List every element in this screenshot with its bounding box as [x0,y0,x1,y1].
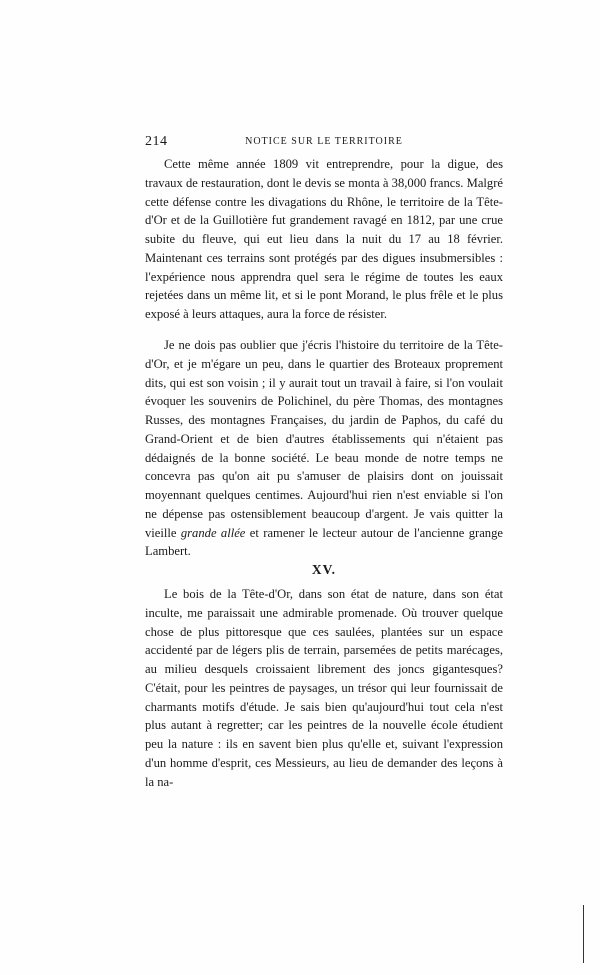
body-text-lower [145,585,503,791]
page-number: 214 [145,134,168,149]
body-text-middle [145,336,503,561]
body-text-upper [145,155,503,324]
paragraph-broteaux-end: et ramener le lecteur autour de l'ancienne grange Lambert. [145,525,503,559]
section-heading: XV. [311,562,337,577]
italic-grande-allee: grande allée [180,525,246,540]
running-head [145,134,503,150]
running-title: NOTICE SUR LE TERRITOIRE [245,136,403,147]
scan-edge-line [583,905,584,963]
paragraph-broteaux [145,336,503,561]
paragraph-digue: Cette même année 1809 vit entreprendre, pour la digue, des travaux de restauration, dont le devis se monta à 38,000 francs. Malgré cette défense contre les divagations du Rhône, le territoire de la Tête-d'Or et de la Guillotière fut grandement ravagé en 1812, par une crue subite du fleuve, qui eut lieu dans la nuit du 17 au 18 février. Maintenant ces terrains sont protégés par des digues insubmersibles : l'expérience nous apprendra quel sera le régime de toutes les eaux rejetées dans un même lit, et si le pont Morand, le plus frêle et le plus exposé à leurs attaques, aura la force de résister. [145,157,503,321]
paragraph-broteaux-text: Je ne dois pas oublier que j'écris l'histoire du territoire de la Tête-d'Or, et je m'égare un peu, dans le quartier des Broteaux proprement dits, qui est son voisin ; il y aurait tout un travail à faire, si l'on voulait évoquer les souvenirs de Polichinel, du père Thomas, des montagnes Russes, des montagnes Françaises, du jardin de Paphos, du café du Grand-Orient et de bien d'autres établissements qui n'étaient pas dédaignés de la bonne société. Le beau monde de notre temps ne concevra pas qu'on ait pu s'amuser de plaisirs dont on jouissait moyennant quelques centimes. Aujourd'hui rien n'est enviable si l'on ne dépense pas ostensiblement beaucoup d'argent. Je vais quitter la vieille [145,338,503,540]
paragraph-bois-tete-dor: Le bois de la Tête-d'Or, dans son état de nature, dans son état inculte, me paraissait une admirable promenade. Où trouver quelque chose de plus pittoresque que ces saulées, plantées sur un espace accidenté par de légers plis de terrain, parsemées de petits marécages, au milieu desquels croissaient librement des joncs gigantesques? C'était, pour les peintres de paysages, un trésor qui leur fournissait de charmants motifs d'étude. Je sais bien qu'aujourd'hui tout cela n'est plus autant à regretter; car les peintres de la nouvelle école étudient peu la nature : ils en savent bien plus qu'elle et, suivant l'expression d'un homme d'esprit, ces Messieurs, au lieu de demander des leçons à la na- [145,587,503,789]
